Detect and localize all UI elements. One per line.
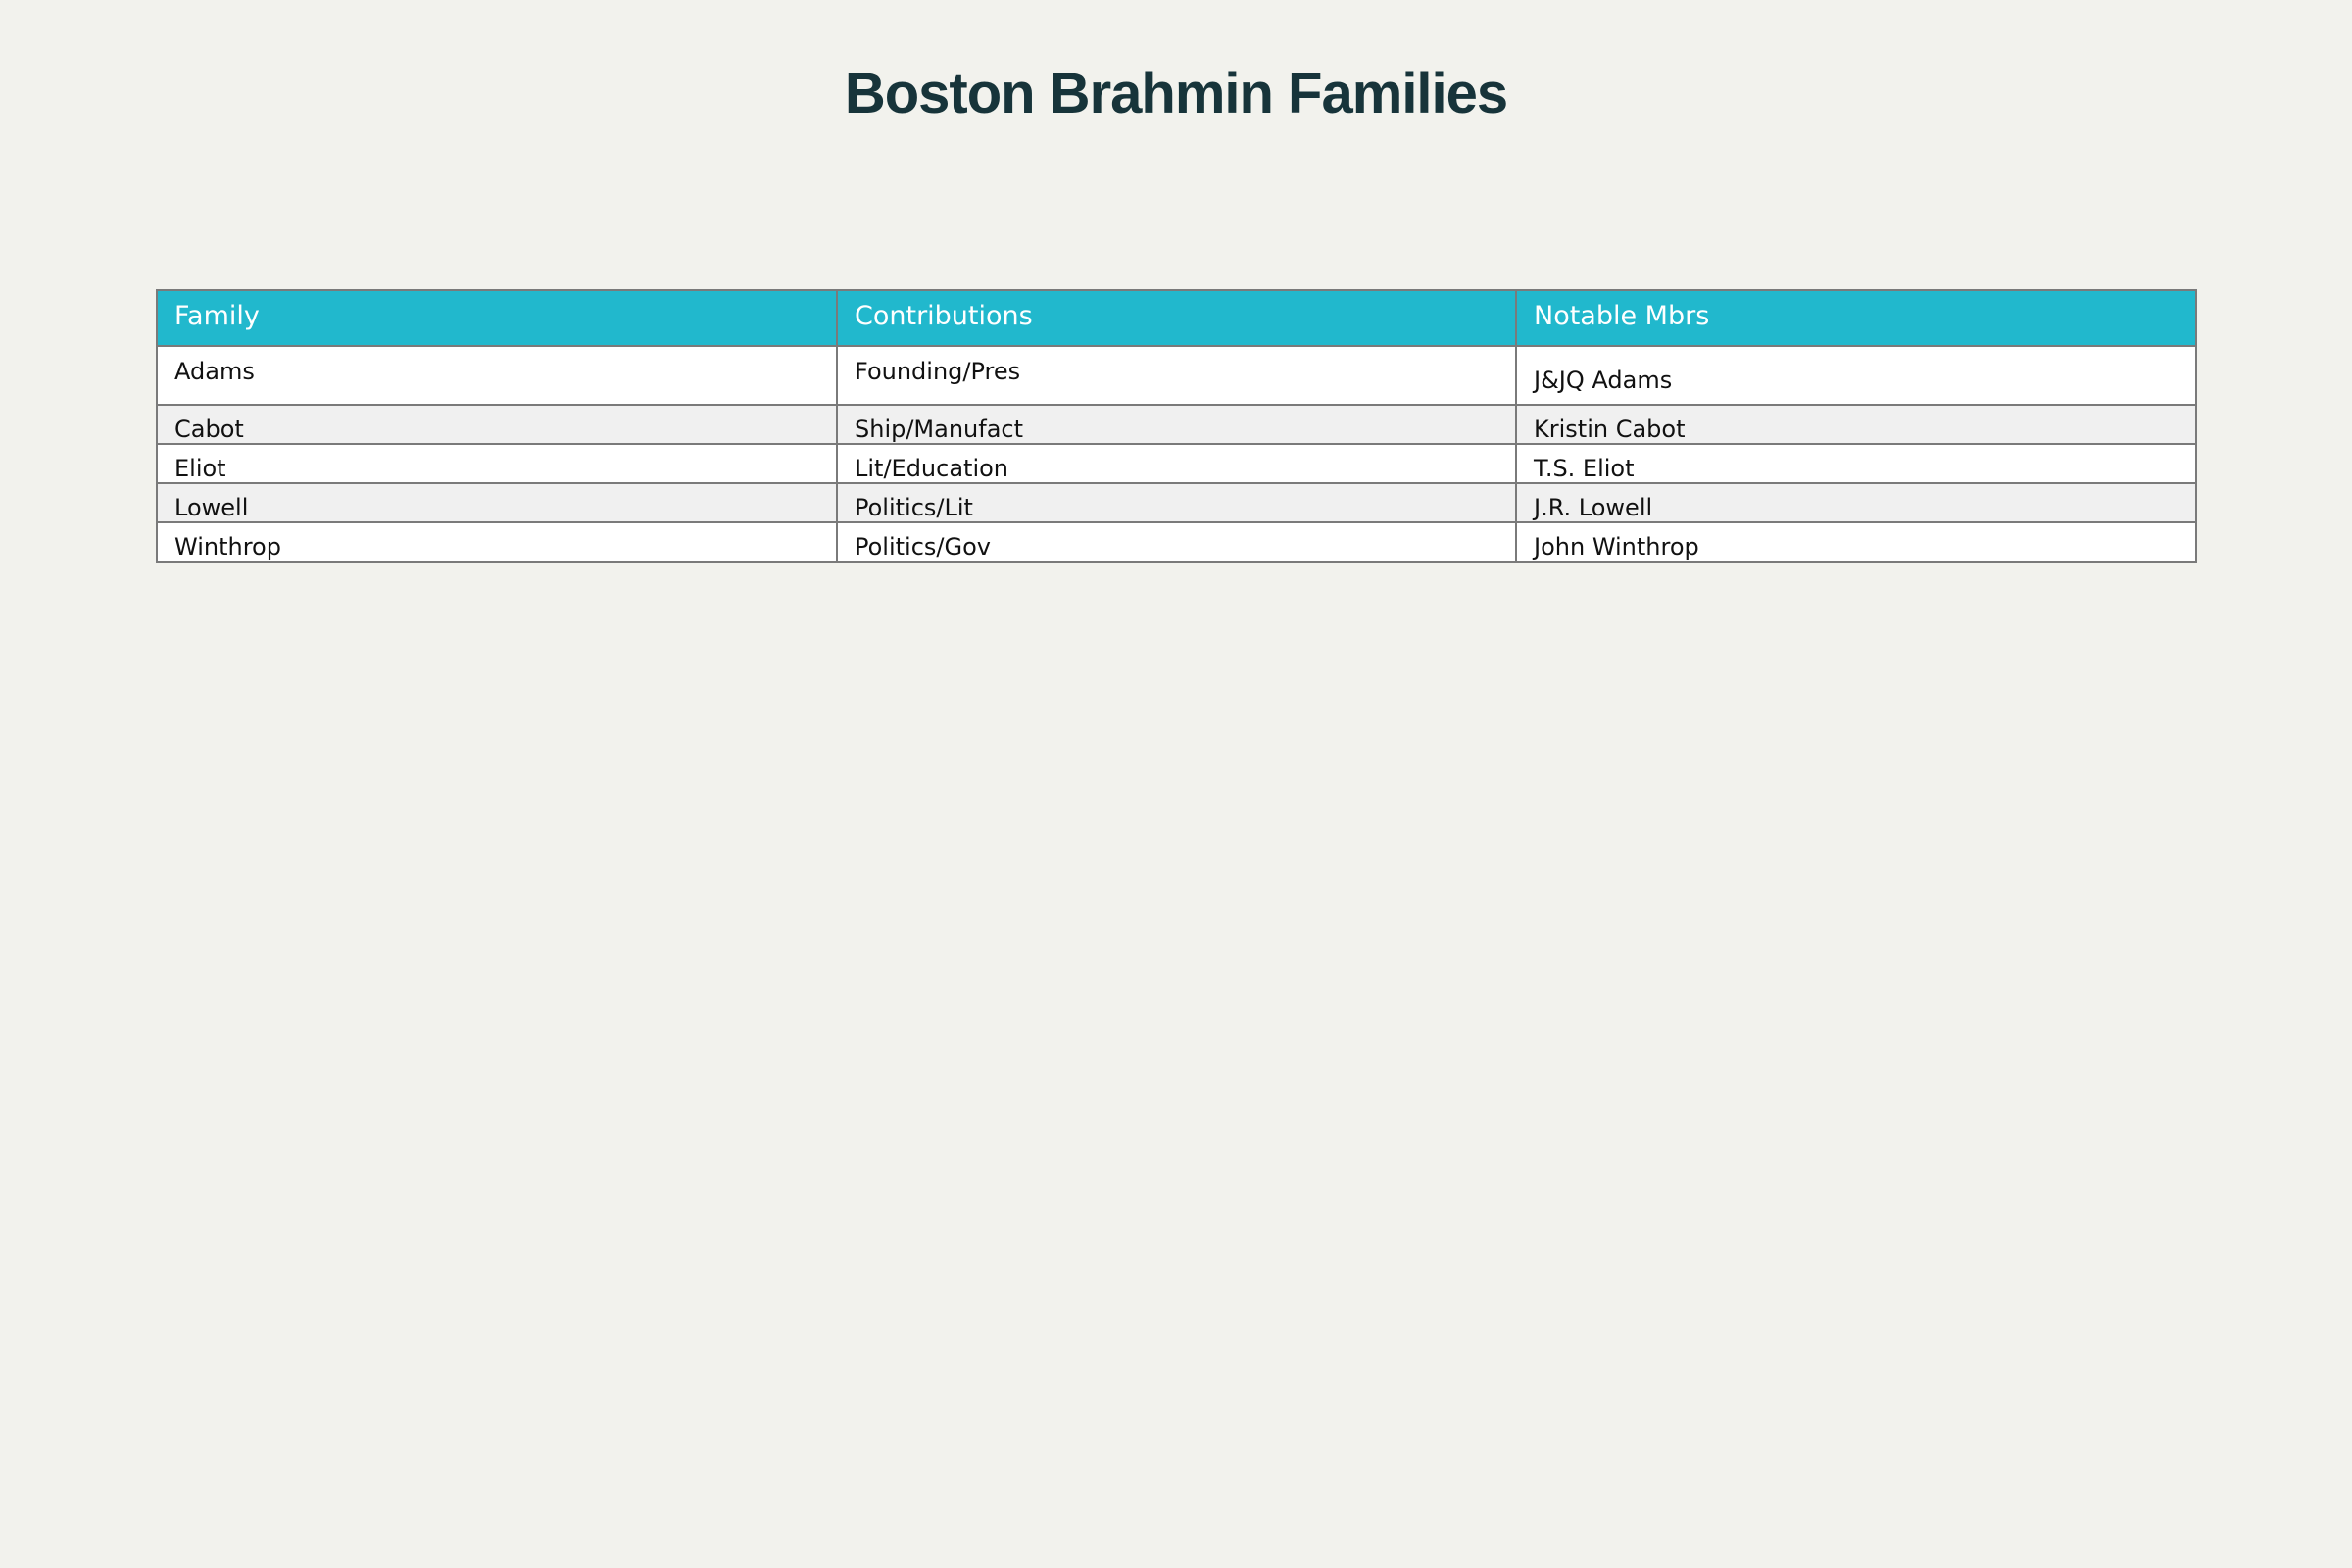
cell-notable-members: J&JQ Adams <box>1516 346 2196 405</box>
cell-contributions: Politics/Gov <box>837 522 1516 562</box>
table-header-row <box>157 290 2196 346</box>
cell-notable-members: J.R. Lowell <box>1516 483 2196 522</box>
cell-contributions: Lit/Education <box>837 444 1516 483</box>
table-row <box>157 483 2196 522</box>
families-table <box>156 289 2197 563</box>
header-family: Family <box>157 290 837 346</box>
header-contributions: Contributions <box>837 290 1516 346</box>
table-row <box>157 444 2196 483</box>
cell-family: Lowell <box>157 483 837 522</box>
cell-family: Eliot <box>157 444 837 483</box>
cell-family: Adams <box>157 346 837 405</box>
cell-family: Winthrop <box>157 522 837 562</box>
cell-notable-members: T.S. Eliot <box>1516 444 2196 483</box>
cell-contributions: Politics/Lit <box>837 483 1516 522</box>
table-row <box>157 346 2196 405</box>
cell-family: Cabot <box>157 405 837 444</box>
cell-notable-members: John Winthrop <box>1516 522 2196 562</box>
cell-contributions: Ship/Manufact <box>837 405 1516 444</box>
table-row <box>157 522 2196 562</box>
header-notable-members: Notable Mbrs <box>1516 290 2196 346</box>
table-row <box>157 405 2196 444</box>
page-title: Boston Brahmin Families <box>844 62 1508 125</box>
cell-notable-members: Kristin Cabot <box>1516 405 2196 444</box>
cell-contributions: Founding/Pres <box>837 346 1516 405</box>
